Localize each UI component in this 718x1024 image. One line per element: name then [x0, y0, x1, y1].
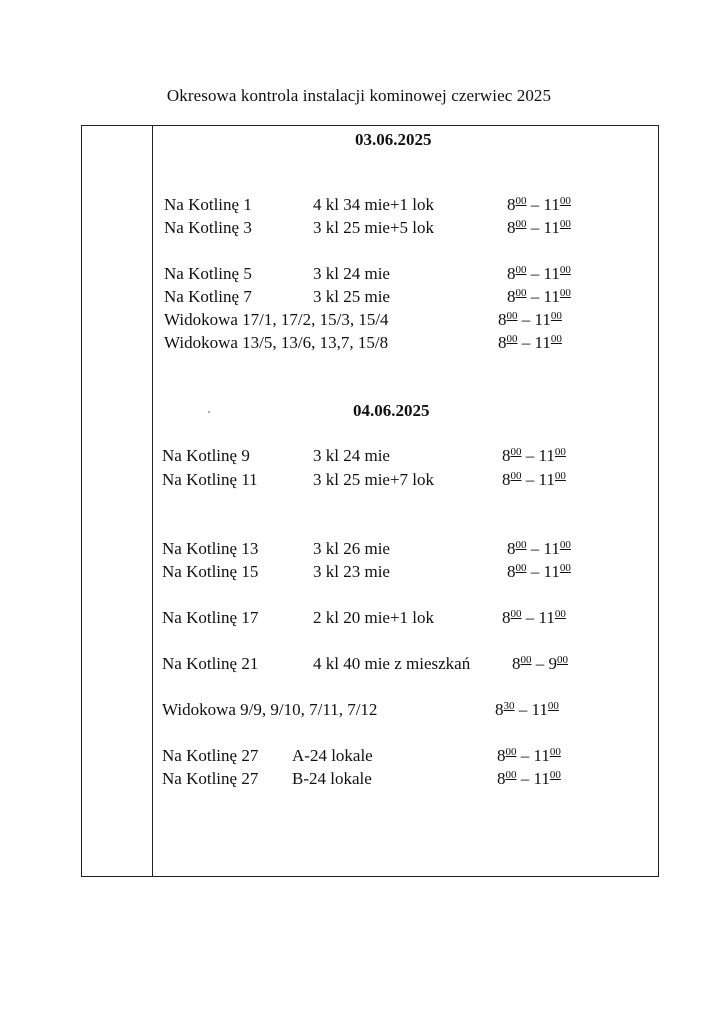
time-start-minute: 00	[505, 746, 517, 758]
time-start-minute: 00	[515, 218, 527, 230]
time-start-hour: 8	[498, 310, 507, 329]
time-end-minute: 00	[559, 195, 571, 207]
row-time	[497, 746, 561, 766]
time-end-hour: 11	[543, 562, 560, 581]
row-units: 4 kl 34 mie+1 lok	[313, 195, 435, 214]
time-end-hour: 11	[543, 287, 560, 306]
row-address: Na Kotlinę 15	[162, 562, 259, 581]
time-end-minute: 00	[554, 446, 566, 458]
row-time	[512, 654, 568, 674]
time-end-hour: 11	[538, 446, 555, 465]
row-address: Na Kotlinę 5	[164, 264, 252, 283]
time-start-hour: 8	[502, 608, 511, 627]
time-dash: –	[516, 746, 534, 765]
time-start-hour: 8	[507, 539, 516, 558]
time-dash: –	[526, 562, 544, 581]
time-end-hour: 11	[543, 218, 560, 237]
time-start-hour: 8	[495, 700, 504, 719]
time-end-minute: 00	[559, 218, 571, 230]
row-units: 3 kl 25 mie	[313, 287, 390, 306]
time-start-minute: 00	[515, 287, 527, 299]
time-end-minute: 00	[559, 562, 571, 574]
time-end-minute: 00	[549, 746, 561, 758]
time-start-hour: 8	[507, 264, 516, 283]
column-divider	[152, 125, 153, 877]
time-start-minute: 00	[515, 539, 527, 551]
row-time	[495, 700, 559, 720]
time-dash: –	[514, 700, 532, 719]
time-end-hour: 11	[531, 700, 548, 719]
time-dash: –	[521, 470, 539, 489]
row-address: Widokowa 13/5, 13/6, 13,7, 15/8	[164, 333, 389, 352]
row-time	[507, 195, 571, 215]
row-units: 3 kl 25 mie+5 lok	[313, 218, 435, 237]
time-end-minute: 00	[549, 769, 561, 781]
row-address: Na Kotlinę 21	[162, 654, 259, 673]
row-address: Na Kotlinę 3	[164, 218, 252, 237]
time-dash: –	[526, 539, 544, 558]
time-end-hour: 11	[543, 264, 560, 283]
time-dash: –	[517, 333, 535, 352]
time-start-hour: 8	[507, 287, 516, 306]
row-units: A-24 lokale	[292, 746, 373, 765]
time-start-minute: 00	[506, 333, 518, 345]
time-start-minute: 00	[510, 470, 522, 482]
time-end-hour: 11	[538, 470, 555, 489]
time-start-minute: 00	[520, 654, 532, 666]
scan-speck	[208, 411, 210, 413]
row-address: Na Kotlinę 9	[162, 446, 250, 465]
row-units: B-24 lokale	[292, 769, 372, 788]
row-time	[497, 769, 561, 789]
row-time	[502, 470, 566, 490]
time-start-hour: 8	[497, 769, 506, 788]
row-time	[507, 218, 571, 238]
row-time	[502, 446, 566, 466]
time-end-minute: 00	[550, 333, 562, 345]
time-end-hour: 11	[534, 310, 551, 329]
time-end-hour: 11	[533, 769, 550, 788]
row-time	[507, 264, 571, 284]
time-start-minute: 00	[510, 608, 522, 620]
time-dash: –	[521, 446, 539, 465]
row-units: 3 kl 24 mie	[313, 264, 390, 283]
time-start-minute: 30	[503, 700, 515, 712]
time-end-hour: 11	[543, 195, 560, 214]
time-dash: –	[526, 218, 544, 237]
time-start-minute: 00	[515, 562, 527, 574]
row-units: 3 kl 23 mie	[313, 562, 390, 581]
time-start-hour: 8	[497, 746, 506, 765]
time-dash: –	[526, 195, 544, 214]
time-end-minute: 00	[557, 654, 568, 666]
row-address: Na Kotlinę 11	[162, 470, 258, 489]
time-start-hour: 8	[507, 218, 516, 237]
time-end-hour: 9	[548, 654, 557, 673]
row-time	[502, 608, 566, 628]
page-title: Okresowa kontrola instalacji kominowej czerwiec 2025	[166, 86, 552, 105]
row-address: Na Kotlinę 1	[164, 195, 252, 214]
time-start-hour: 8	[498, 333, 507, 352]
time-dash: –	[517, 310, 535, 329]
row-address: Na Kotlinę 7	[164, 287, 252, 306]
date-heading-day2: 04.06.2025	[353, 401, 430, 420]
time-start-minute: 00	[510, 446, 522, 458]
row-units: 3 kl 25 mie+7 lok	[313, 470, 435, 489]
row-address: Widokowa 17/1, 17/2, 15/3, 15/4	[164, 310, 389, 329]
time-start-hour: 8	[512, 654, 521, 673]
time-start-minute: 00	[505, 769, 517, 781]
time-end-minute: 00	[547, 700, 559, 712]
row-units: 3 kl 24 mie	[313, 446, 390, 465]
time-start-minute: 00	[515, 264, 527, 276]
time-end-hour: 11	[538, 608, 555, 627]
row-address: Na Kotlinę 17	[162, 608, 259, 627]
time-start-hour: 8	[502, 446, 511, 465]
row-address: Na Kotlinę 13	[162, 539, 259, 558]
time-dash: –	[516, 769, 534, 788]
time-end-hour: 11	[543, 539, 560, 558]
row-time	[498, 310, 562, 330]
row-address: Na Kotlinę 27	[162, 769, 259, 788]
time-start-hour: 8	[507, 562, 516, 581]
time-dash: –	[526, 264, 544, 283]
time-start-hour: 8	[507, 195, 516, 214]
row-time	[498, 333, 562, 353]
row-time	[507, 539, 571, 559]
row-time	[507, 562, 571, 582]
time-end-minute: 00	[559, 264, 571, 276]
time-end-minute: 00	[550, 310, 562, 322]
row-address: Na Kotlinę 27	[162, 746, 259, 765]
time-start-minute: 00	[515, 195, 527, 207]
time-start-minute: 00	[506, 310, 518, 322]
time-end-minute: 00	[559, 539, 571, 551]
row-time	[507, 287, 571, 307]
row-units: 4 kl 40 mie z mieszkań	[313, 654, 471, 673]
time-end-hour: 11	[534, 333, 551, 352]
time-start-hour: 8	[502, 470, 511, 489]
row-units: 2 kl 20 mie+1 lok	[313, 608, 435, 627]
time-end-minute: 00	[554, 608, 566, 620]
time-end-minute: 00	[559, 287, 571, 299]
time-end-hour: 11	[533, 746, 550, 765]
time-dash: –	[526, 287, 544, 306]
row-address: Widokowa 9/9, 9/10, 7/11, 7/12	[162, 700, 378, 719]
date-heading-day1: 03.06.2025	[355, 130, 432, 149]
time-end-minute: 00	[554, 470, 566, 482]
time-dash: –	[531, 654, 549, 673]
time-dash: –	[521, 608, 539, 627]
row-units: 3 kl 26 mie	[313, 539, 390, 558]
